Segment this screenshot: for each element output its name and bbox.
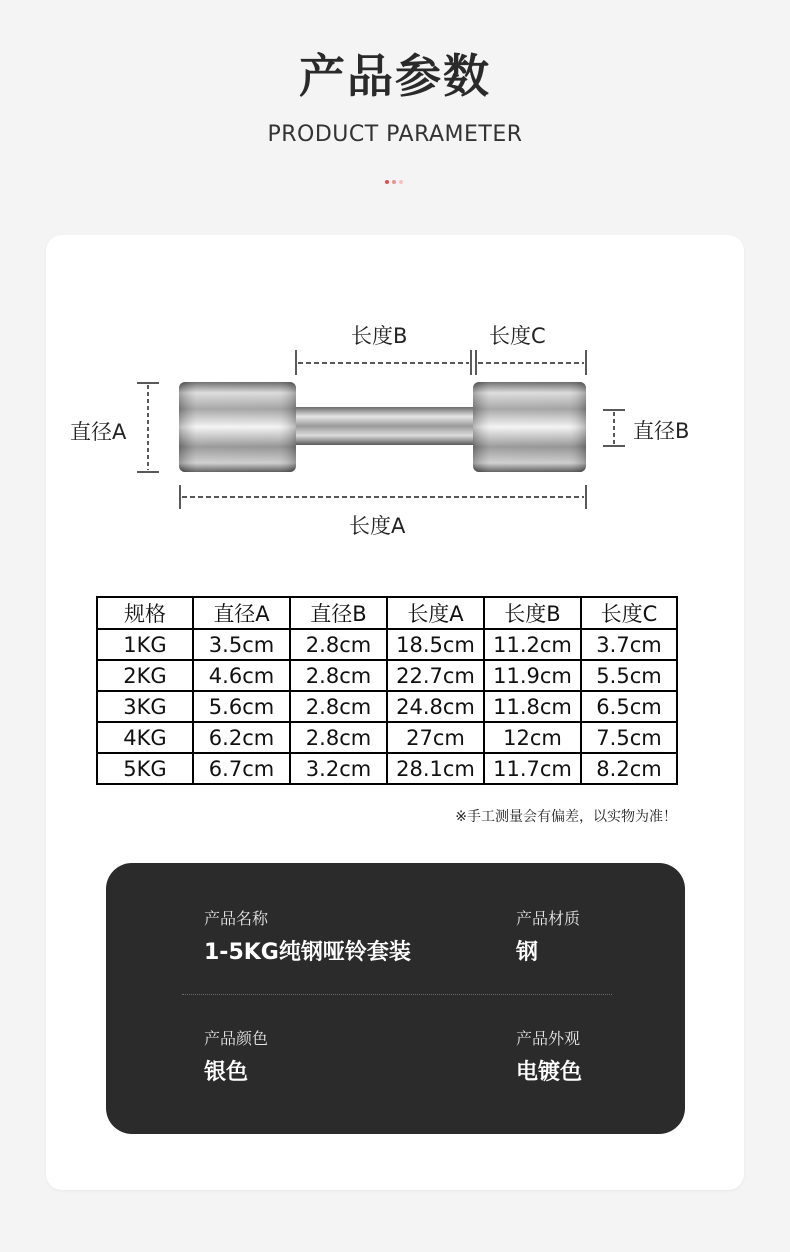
table-row: [97, 691, 677, 722]
table-cell: 28.1cm: [387, 753, 484, 784]
table-row: [97, 753, 677, 784]
table-header-cell: 长度B: [484, 597, 581, 629]
product-finish-value: 电镀色: [516, 1060, 583, 1085]
measurement-note: ※手工测量会有偏差，以实物为准！: [455, 809, 677, 825]
table-cell: 2.8cm: [290, 722, 387, 753]
table-cell: 4.6cm: [193, 660, 290, 691]
table-cell: 4KG: [97, 722, 193, 753]
table-header-cell: 直径A: [193, 597, 290, 629]
table-row: [97, 660, 677, 691]
product-name-label: 产品名称: [204, 909, 269, 928]
table-cell: 6.7cm: [193, 753, 290, 784]
product-info-panel: [106, 863, 685, 1134]
table-header-cell: 长度A: [387, 597, 484, 629]
table-header-cell: 规格: [97, 597, 193, 629]
table-cell: 24.8cm: [387, 691, 484, 722]
table-row: [97, 722, 677, 753]
table-row: [97, 629, 677, 660]
diameter-a-label: 直径A: [70, 420, 127, 444]
table-cell: 11.9cm: [484, 660, 581, 691]
table-cell: 27cm: [387, 722, 484, 753]
table-cell: 18.5cm: [387, 629, 484, 660]
page-subtitle: PRODUCT PARAMETER: [267, 122, 523, 147]
length-c-label: 长度C: [489, 324, 546, 348]
length-b-label: 长度B: [351, 324, 408, 348]
table-cell: 3.2cm: [290, 753, 387, 784]
table-cell: 7.5cm: [581, 722, 677, 753]
table-cell: 2.8cm: [290, 629, 387, 660]
length-a-label: 长度A: [349, 514, 406, 538]
table-cell: 3.7cm: [581, 629, 677, 660]
table-cell: 11.8cm: [484, 691, 581, 722]
table-header-cell: 直径B: [290, 597, 387, 629]
table-cell: 3.5cm: [193, 629, 290, 660]
table-cell: 2KG: [97, 660, 193, 691]
table-cell: 11.7cm: [484, 753, 581, 784]
spec-table: [96, 596, 678, 785]
product-name-value: 1-5KG纯钢哑铃套装: [204, 940, 411, 965]
table-cell: 5KG: [97, 753, 193, 784]
table-cell: 6.2cm: [193, 722, 290, 753]
table-cell: 8.2cm: [581, 753, 677, 784]
table-cell: 3KG: [97, 691, 193, 722]
table-header-cell: 长度C: [581, 597, 677, 629]
table-cell: 22.7cm: [387, 660, 484, 691]
table-cell: 2.8cm: [290, 660, 387, 691]
table-cell: 2.8cm: [290, 691, 387, 722]
dumbbell-handle: [294, 407, 476, 445]
dumbbell-diagram: [0, 0, 790, 560]
product-color-value: 银色: [204, 1060, 249, 1085]
table-cell: 1KG: [97, 629, 193, 660]
product-finish-label: 产品外观: [516, 1029, 581, 1048]
table-header-row: [97, 597, 677, 629]
table-cell: 5.6cm: [193, 691, 290, 722]
page-title: 产品参数: [299, 49, 491, 103]
product-color-label: 产品颜色: [204, 1029, 269, 1048]
table-cell: 12cm: [484, 722, 581, 753]
table-cell: 6.5cm: [581, 691, 677, 722]
table-cell: 11.2cm: [484, 629, 581, 660]
diameter-b-label: 直径B: [633, 419, 690, 443]
product-material-value: 钢: [516, 940, 539, 965]
info-divider: [182, 994, 612, 995]
product-material-label: 产品材质: [516, 909, 581, 928]
table-cell: 5.5cm: [581, 660, 677, 691]
